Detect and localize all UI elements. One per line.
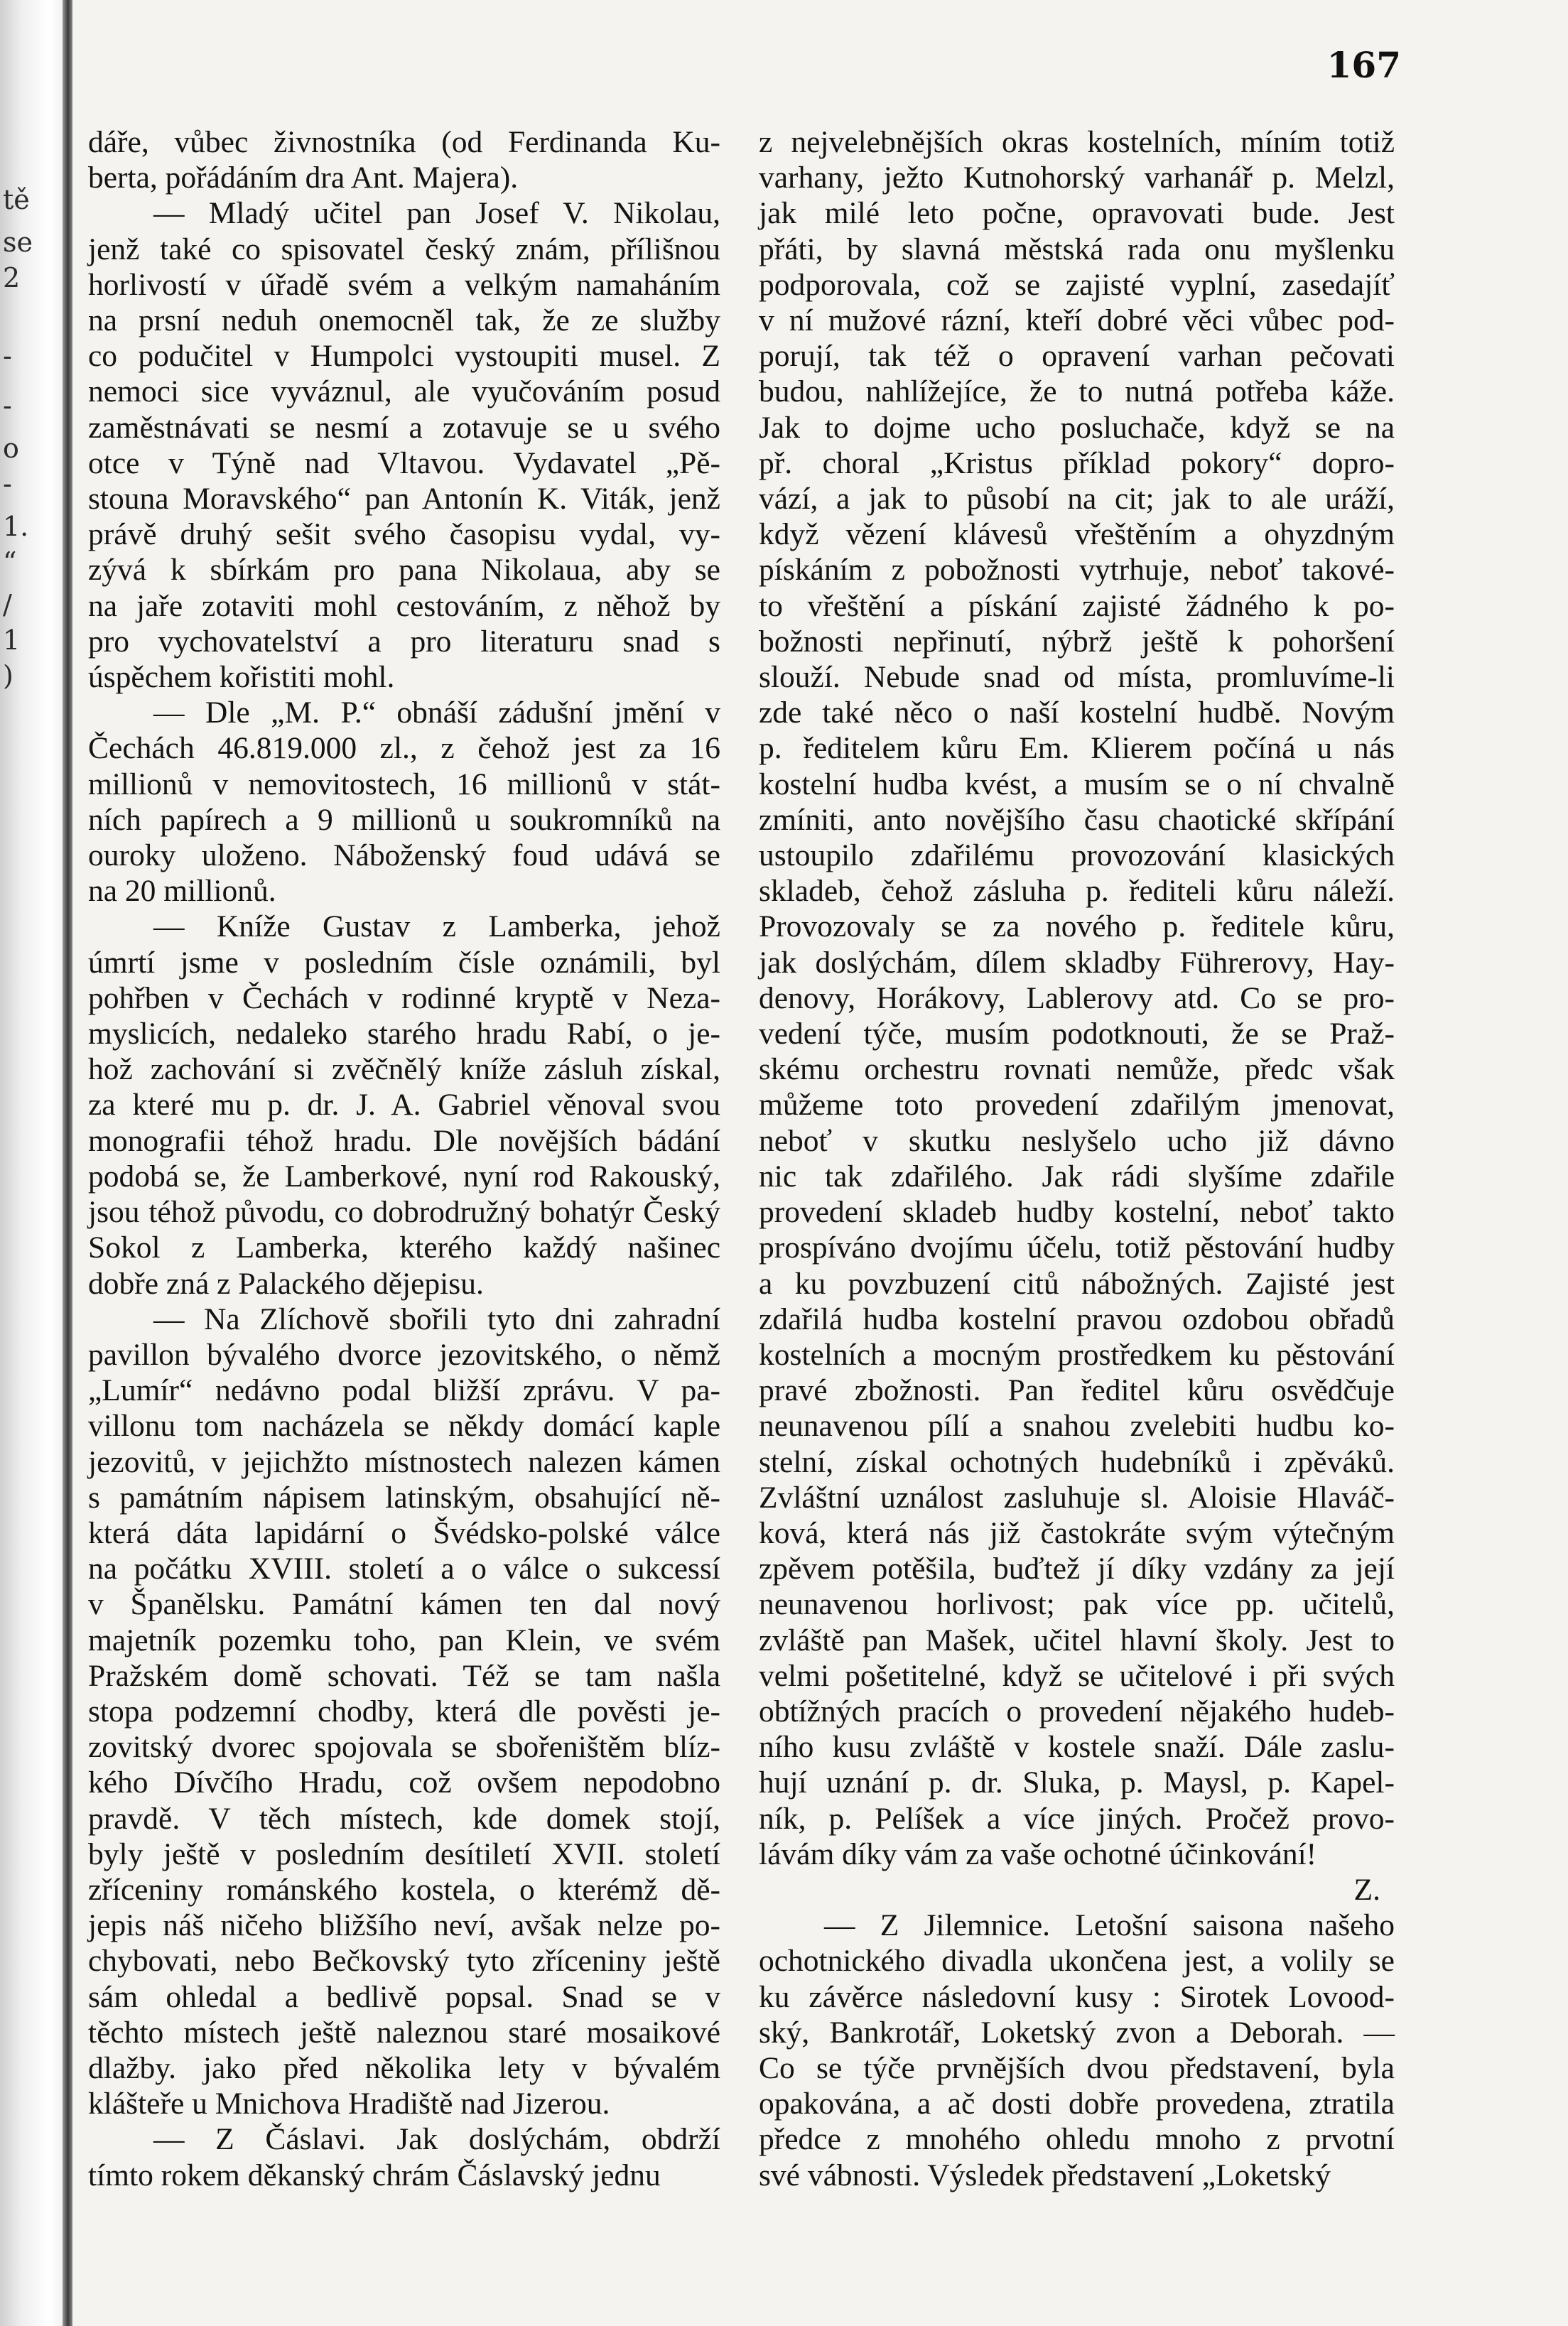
text-line: a ku povzbuzení citů nábožných. Zajisté jest xyxy=(759,1266,1395,1301)
text-line: hož zachování si zvěčnělý kníže zásluh získal, xyxy=(88,1052,720,1087)
text-line: Pražském domě schovati. Též se tam našla xyxy=(88,1658,720,1693)
text-line: Co se týče prvnějších dvou představení, byla xyxy=(759,2050,1395,2085)
text-line: na jaře zotaviti mohl cestováním, z něhož by xyxy=(88,588,720,623)
text-line: ník, p. Pelíšek a více jiných. Pročež provo- xyxy=(759,1801,1395,1836)
margin-fragment: 1. xyxy=(3,511,29,542)
text-line: dlažby. jako před několika lety v bývalém xyxy=(88,2050,720,2085)
text-line: zpěvem potěšila, buďtež jí díky vzdány za její xyxy=(759,1552,1395,1586)
text-line: jepis náš ničeho bližšího neví, avšak nelze po- xyxy=(88,1908,720,1943)
text-line: skému orchestru rovnati nemůže, předc však xyxy=(759,1052,1395,1087)
text-line: nemoci sice vyváznul, ale vyučováním posud xyxy=(88,374,720,409)
text-line: myslicích, nedaleko starého hradu Rabí, o je- xyxy=(88,1017,720,1051)
text-line: pravé zbožnosti. Pan ředitel kůru osvědčuje xyxy=(759,1373,1395,1408)
text-line: na počátku XVIII. století a o válce o sukcessí xyxy=(88,1552,720,1586)
text-line: zde také něco o naší kostelní hudbě. Novým xyxy=(759,696,1395,730)
text-line: tímto rokem děkanský chrám Čáslavský jednu xyxy=(88,2158,661,2192)
text-line: varhany, ježto Kutnohorský varhanář p. Melzl, xyxy=(759,161,1395,195)
text-line: zovitský dvorec spojovala se sbořeništěm blíz- xyxy=(88,1730,720,1765)
text-line: pavillon bývalého dvorce jezovitského, o němž xyxy=(88,1337,720,1372)
text-line: skladeb, čehož zásluha p. řediteli kůru náleží. xyxy=(759,874,1395,909)
text-line: zývá k sbírkám pro pana Nikolaua, aby se xyxy=(88,553,720,588)
text-line: stouna Moravského“ pan Antonín K. Viták, jenž xyxy=(88,482,720,516)
text-line: majetník pozemku toho, pan Klein, ve svém xyxy=(88,1623,720,1657)
text-line: Z. xyxy=(1353,1872,1380,1907)
text-line: zaměstnávati se nesmí a zotavuje se u svého xyxy=(88,410,720,445)
text-line: kostelních a mocným prostředkem ku pěstování xyxy=(759,1337,1395,1372)
page-number: 167 xyxy=(1326,44,1401,86)
margin-fragment: 2 xyxy=(3,262,21,293)
margin-fragment: tě xyxy=(3,184,30,215)
text-line: ský, Bankrotář, Loketský zvon a Deborah. — xyxy=(759,2015,1395,2050)
text-line: pravdě. V těch místech, kde domek stojí, xyxy=(88,1801,720,1836)
margin-fragment: 1 xyxy=(3,624,21,656)
text-line: stopa podzemní chodby, která dle pověsti je- xyxy=(88,1694,720,1729)
margin-fragment: o xyxy=(3,433,19,464)
margin-fragment: “ xyxy=(3,546,17,578)
text-line: hují uznání p. dr. Sluka, p. Maysl, p. Kapel- xyxy=(759,1765,1395,1800)
text-line: nic tak zdařilého. Jak rádi slyšíme zdařile xyxy=(759,1159,1395,1194)
text-line: Zvláštní uználost zasluhuje sl. Aloisie Hlaváč- xyxy=(759,1480,1395,1515)
text-line: jak doslýchám, dílem skladby Führerovy, Hay- xyxy=(759,945,1395,980)
margin-fragment: / xyxy=(3,589,12,620)
text-line: v ní mužové rázní, kteří dobré věci vůbec pod- xyxy=(759,303,1395,338)
text-line: úmrtí jsme v posledním čísle oznámili, byl xyxy=(88,945,720,980)
right-text-column xyxy=(759,124,1395,2193)
text-line: s památním nápisem latinským, obsahující ně- xyxy=(88,1480,720,1515)
text-line: velmi pošetitelné, když se učitelové i při svých xyxy=(759,1658,1395,1693)
margin-fragment: - xyxy=(3,390,12,421)
text-line: pískáním z pobožnosti vytrhuje, neboť takové- xyxy=(759,553,1395,588)
text-line: jenž také co spisovatel český znám, přílišnou xyxy=(88,232,720,266)
text-line: Jak to dojme ucho posluchače, když se na xyxy=(759,410,1395,445)
text-line: p. ředitelem kůru Em. Klierem počíná u nás xyxy=(759,731,1395,766)
margin-fragment: ) xyxy=(3,660,13,691)
text-line: prospíváno dvojímu účelu, totiž pěstování hudby xyxy=(759,1230,1395,1265)
text-line: — Z Čáslavi. Jak doslýchám, obdrží xyxy=(153,2122,720,2157)
text-line: sám ohledal a bedlivě popsal. Snad se v xyxy=(88,1979,720,2014)
text-line: klášteře u Mnichova Hradiště nad Jizerou. xyxy=(88,2087,610,2121)
text-line: Sokol z Lamberka, kterého každý našinec xyxy=(88,1230,720,1265)
text-line: právě druhý sešit svého časopisu vydal, vy- xyxy=(88,517,720,552)
text-line: za které mu p. dr. J. A. Gabriel věnoval svou xyxy=(88,1088,720,1123)
margin-fragment: - xyxy=(3,340,12,372)
text-line: pro vychovatelství a pro literaturu snad s xyxy=(88,624,720,659)
text-line: své vábnosti. Výsledek představení „Loketský xyxy=(759,2158,1331,2192)
text-line: na prsní neduh onemocněl tak, že ze služby xyxy=(88,303,720,338)
text-line: — Kníže Gustav z Lamberka, jehož xyxy=(153,909,720,944)
left-text-column xyxy=(88,124,720,2193)
text-line: jsou téhož původu, co dobrodružný bohatýr Český xyxy=(88,1195,720,1230)
text-line: porují, tak též o opravení varhan pečovati xyxy=(759,339,1395,374)
text-line: kého Dívčího Hradu, což ovšem nepodobno xyxy=(88,1765,720,1800)
text-line: podporovala, což se zajisté vyplní, zasedajíť xyxy=(759,267,1395,302)
text-line: dáře, vůbec živnostníka (od Ferdinanda Ku- xyxy=(88,125,720,159)
text-line: ustoupilo zdařilému provozování klasických xyxy=(759,838,1395,873)
text-line: přáti, by slavná městská rada onu myšlenku xyxy=(759,232,1395,266)
text-line: zříceniny románského kostela, o kterémž dě- xyxy=(88,1872,720,1907)
text-line: budou, nahlížejíce, že to nutná potřeba káže. xyxy=(759,374,1395,409)
text-line: z nejvelebnějších okras kostelních, míním totiž xyxy=(759,125,1395,159)
text-line: slouží. Nebude snad od místa, promluvíme-li xyxy=(759,660,1395,695)
text-line: Provozovaly se za nového p. ředitele kůru, xyxy=(759,909,1395,944)
text-line: opakována, a ač dosti dobře provedena, ztratila xyxy=(759,2087,1395,2121)
text-line: která dáta lapidární o Švédsko-polské válce xyxy=(88,1515,720,1550)
text-line: byly ještě v posledním desítiletí XVII. století xyxy=(88,1837,720,1871)
text-line: v Španělsku. Památní kámen ten dal nový xyxy=(88,1587,720,1622)
text-line: to vřeštění a pískání zajisté žádného k po- xyxy=(759,588,1395,623)
text-line: když vězení klávesů vřeštěním a ohyzdným xyxy=(759,517,1395,552)
text-line: neunavenou pílí a snahou zvelebiti hudbu ko- xyxy=(759,1409,1395,1444)
text-line: denovy, Horákovy, Lablerovy atd. Co se pro- xyxy=(759,980,1395,1015)
text-line: vedení týče, musím podotknouti, že se Praž- xyxy=(759,1017,1395,1051)
text-line: ního kusu zvláště v kostele snaží. Dále zaslu- xyxy=(759,1730,1395,1765)
text-line: zvláště pan Mašek, učitel hlavní školy. Jest to xyxy=(759,1623,1395,1657)
text-line: „Lumír“ nedávno podal bližší zprávu. V pa- xyxy=(88,1373,720,1408)
text-line: pohřben v Čechách v rodinné kryptě v Neza- xyxy=(88,980,720,1015)
text-line: villonu tom nacházela se někdy domácí kaple xyxy=(88,1409,720,1444)
text-line: otce v Týně nad Vltavou. Vydavatel „Pě- xyxy=(88,445,720,480)
text-line: dobře zná z Palackého dějepisu. xyxy=(88,1266,484,1301)
text-line: ková, která nás již častokráte svým výtečným xyxy=(759,1515,1395,1550)
text-line: horlivostí v úřadě svém a velkým namaháním xyxy=(88,267,720,302)
text-line: můžeme toto provedení zdařilým jmenovat, xyxy=(759,1088,1395,1123)
text-line: provedení skladeb hudby kostelní, neboť takto xyxy=(759,1195,1395,1230)
text-line: vází, a jak to působí na cit; jak to ale uráží, xyxy=(759,482,1395,516)
text-line: lávám díky vám za vaše ochotné účinkování! xyxy=(759,1837,1317,1871)
text-line: zmíniti, anto novějšího času chaotické skřípání xyxy=(759,802,1395,837)
text-line: ochotnického divadla ukončena jest, a volily se xyxy=(759,1944,1395,1979)
text-line: př. choral „Kristus příklad pokory“ dopro- xyxy=(759,445,1395,480)
text-line: — Na Zlíchově sbořili tyto dni zahradní xyxy=(153,1302,720,1336)
text-line: neboť v skutku neslyšelo ucho již dávno xyxy=(759,1123,1395,1158)
text-line: ku závěrce následovní kusy : Sirotek Lovood- xyxy=(759,1979,1395,2014)
text-line: těchto místech ještě naleznou staré mosaikové xyxy=(88,2015,720,2050)
text-line: monografii téhož hradu. Dle novějších bádání xyxy=(88,1123,720,1158)
text-line: Čechách 46.819.000 zl., z čehož jest za 16 xyxy=(88,731,720,766)
text-line: — Mladý učitel pan Josef V. Nikolau, xyxy=(153,196,720,231)
text-line: jezovitů, v jejichžto místnostech nalezen kámen xyxy=(88,1444,720,1479)
text-line: neunavenou horlivost; pak více pp. učitelů, xyxy=(759,1587,1395,1622)
text-line: božnosti nepřinutí, nýbrž ještě k pohoršení xyxy=(759,624,1395,659)
text-line: jak milé leto počne, opravovati bude. Jest xyxy=(759,196,1395,231)
binding-edge-shadow xyxy=(63,0,72,2326)
text-line: berta, pořádáním dra Ant. Majera). xyxy=(88,161,519,195)
text-line: millionů v nemovitostech, 16 millionů v stát- xyxy=(88,767,720,801)
text-line: kostelní hudba kvést, a musím se o ní chvalně xyxy=(759,767,1395,801)
text-line: předce z mnohého ohledu mnoho z prvotní xyxy=(759,2122,1395,2157)
text-line: chybovati, nebo Bečkovský tyto zříceniny ještě xyxy=(88,1944,720,1979)
text-line: stelní, získal ochotných hudebníků i zpěváků. xyxy=(759,1444,1395,1479)
text-line: zdařilá hudba kostelní pravou ozdobou obřadů xyxy=(759,1302,1395,1336)
text-line: úspěchem kořistiti mohl. xyxy=(88,660,395,695)
text-line: ouroky uloženo. Náboženský foud udává se xyxy=(88,838,720,873)
text-line: podobá se, že Lamberkové, nyní rod Rakouský, xyxy=(88,1159,720,1194)
text-line: obtížných pracích o provedení nějakého hudeb- xyxy=(759,1694,1395,1729)
margin-fragment: - xyxy=(3,468,12,499)
text-line: co podučitel v Humpolci vystoupiti musel. Z xyxy=(88,339,720,374)
text-line: ních papírech a 9 millionů u soukromníků na xyxy=(88,802,720,837)
text-line: — Dle „M. P.“ obnáší zádušní jmění v xyxy=(153,696,720,730)
text-line: na 20 millionů. xyxy=(88,874,276,909)
text-line: — Z Jilemnice. Letošní saisona našeho xyxy=(824,1908,1395,1943)
margin-fragment: se xyxy=(3,227,33,258)
